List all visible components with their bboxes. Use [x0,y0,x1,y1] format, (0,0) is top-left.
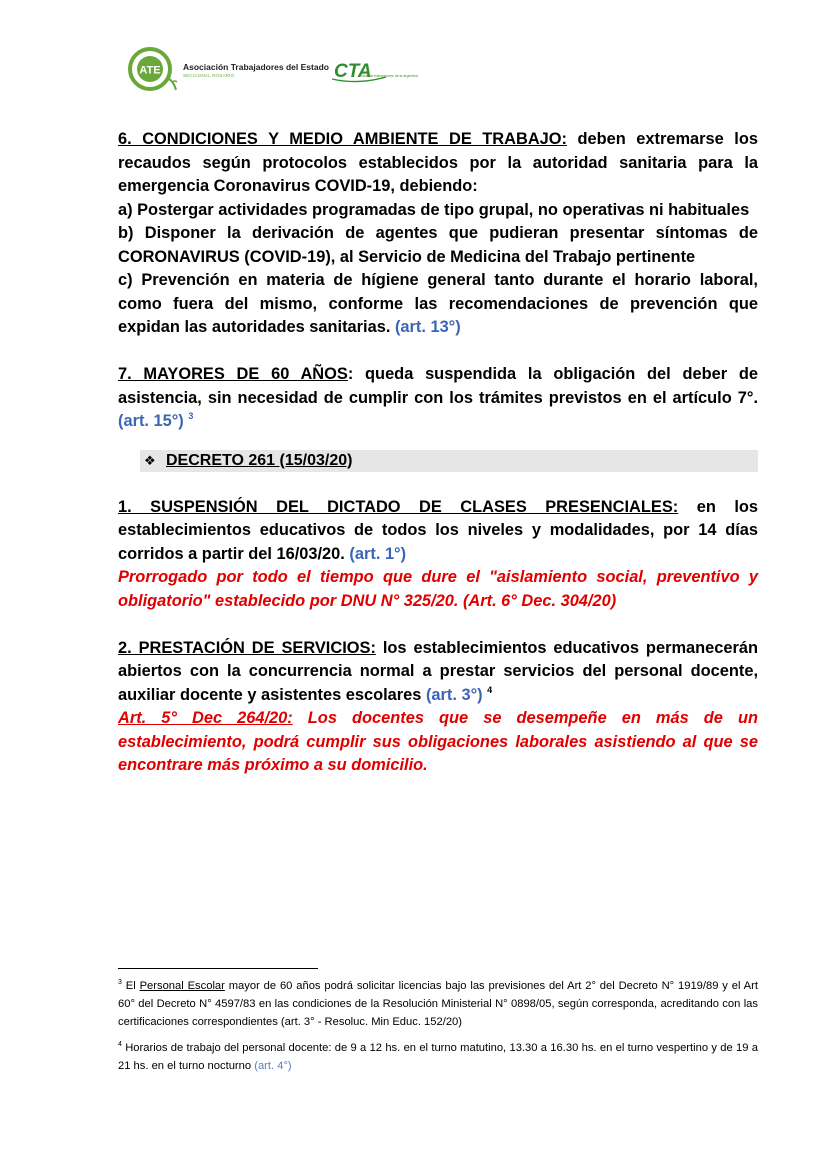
item-1-red-note: Prorrogado por todo el tiempo que dure el "aislamiento social, preventivo y obligatorio" establecido por DNU N° 325/20. (Art. 6° Dec. 304/20) [118,568,758,610]
item-1-text: en los establecimientos educativos de todos los niveles y modalidades, por 14 días corridos a partir del 16/03/20. [118,497,758,563]
cta-logo [330,58,390,84]
footnote-ref-3[interactable]: 3 [188,411,194,421]
decree-heading-bar [140,450,758,472]
item-2-red-label: Art. 5° Dec 264/20: [118,709,293,727]
item-1-heading: 1. SUSPENSIÓN DEL DICTADO DE CLASES PRESENCIALES: [118,497,679,516]
item-2-paragraph [118,637,758,708]
org-subtitle: SECCIONAL ROSARIO [183,73,235,78]
cta-logo-text: CTA [334,61,372,82]
footnote-3 [118,977,758,1031]
item-1-paragraph [118,496,758,567]
footnote-3-personal-escolar: Personal Escolar [139,980,225,992]
item-1-ref: (art. 1°) [349,544,407,563]
footnote-4-mark: 4 [118,1041,122,1048]
section-6-intro: deben extremarse los recaudos según protocolos establecidos por la autoridad sanitaria para la emergencia Coronavirus COVID-19, debiendo: [118,130,758,195]
footnote-3-pre: El [121,980,140,992]
ate-logo-text: ATE [139,64,161,77]
ate-logo [128,44,180,94]
footnotes [118,977,758,1075]
section-7-ref: (art. 15°) [118,412,184,430]
letterhead [128,44,428,94]
section-6-item-a: a) Postergar actividades programadas de tipo grupal, no operativas ni habituales [118,200,750,219]
org-name: Asociación Trabajadores del Estado [183,62,329,72]
cta-subtitle: central de trabajadores de la argentina [358,74,418,78]
item-2-heading: 2. PRESTACIÓN DE SERVICIOS: [118,638,376,657]
footnote-4-text: Horarios de trabajo del personal docente: de 9 a 12 hs. en el turno matutino, 13.30 a 16.30 hs. en el turno vespertino y de 19 a 21 hs. en el turno nocturno [118,1042,758,1072]
decree-title: DECRETO 261 (15/03/20) [166,451,353,469]
section-7-text: : queda suspendida la obligación del deber de asistencia, sin necesidad de cumplir con los trámites previstos en el artículo 7°. [118,365,758,407]
section-6-ref: (art. 13°) [394,318,461,336]
section-7-paragraph [118,363,758,434]
section-6-paragraph [118,128,758,199]
footnote-3-text: mayor de 60 años podrá solicitar licencias bajo las previsiones del Art 2° del Decreto N° 1919/89 y el Art 60° del Decreto N° 4597/83 en las condiciones de la Resolución Ministerial N° 0898/05, según corresponda, acreditando con las certificaciones correspondientes (art. 3° - Resoluc. Min Educ. 152/20) [118,980,758,1028]
section-7-heading: 7. MAYORES DE 60 AÑOS [118,365,348,383]
section-6-heading: 6. CONDICIONES Y MEDIO AMBIENTE DE TRABAJO: [118,130,567,148]
section-6-item-c-paragraph [118,269,758,340]
item-2-red-note [118,707,758,778]
item-2-text: los establecimientos educativos permanecerán abiertos con la concurrencia normal a prestar servicios del personal docente, auxiliar docente y asistentes escolares [118,638,758,704]
diamond-bullet-icon: ❖ [144,452,156,468]
section-6-item-b: b) Disponer la derivación de agentes que pudieran presentar síntomas de CORONAVIRUS (COVID-19), al Servicio de Medicina del Trabajo pertinente [118,224,758,266]
section-6-item-c: c) Prevención en materia de hígiene general tanto durante el horario laboral, como fuera del mismo, conforme las recomendaciones de prevención que expidan las autoridades sanitarias. [118,271,758,336]
item-2-red-text: Los docentes que se desempeñe en más de un establecimiento, podrá cumplir sus obligaciones laborales asistiendo al que se encontrare más próximo a su domicilio. [118,709,758,774]
document-body [118,128,758,778]
footnote-4-ref: (art. 4°) [254,1060,292,1072]
item-2-ref: (art. 3°) [425,685,483,704]
footnote-3-mark: 3 [118,979,122,986]
footnote-separator [118,968,318,969]
footnote-4 [118,1039,758,1075]
footnote-ref-4[interactable]: 4 [487,684,493,695]
